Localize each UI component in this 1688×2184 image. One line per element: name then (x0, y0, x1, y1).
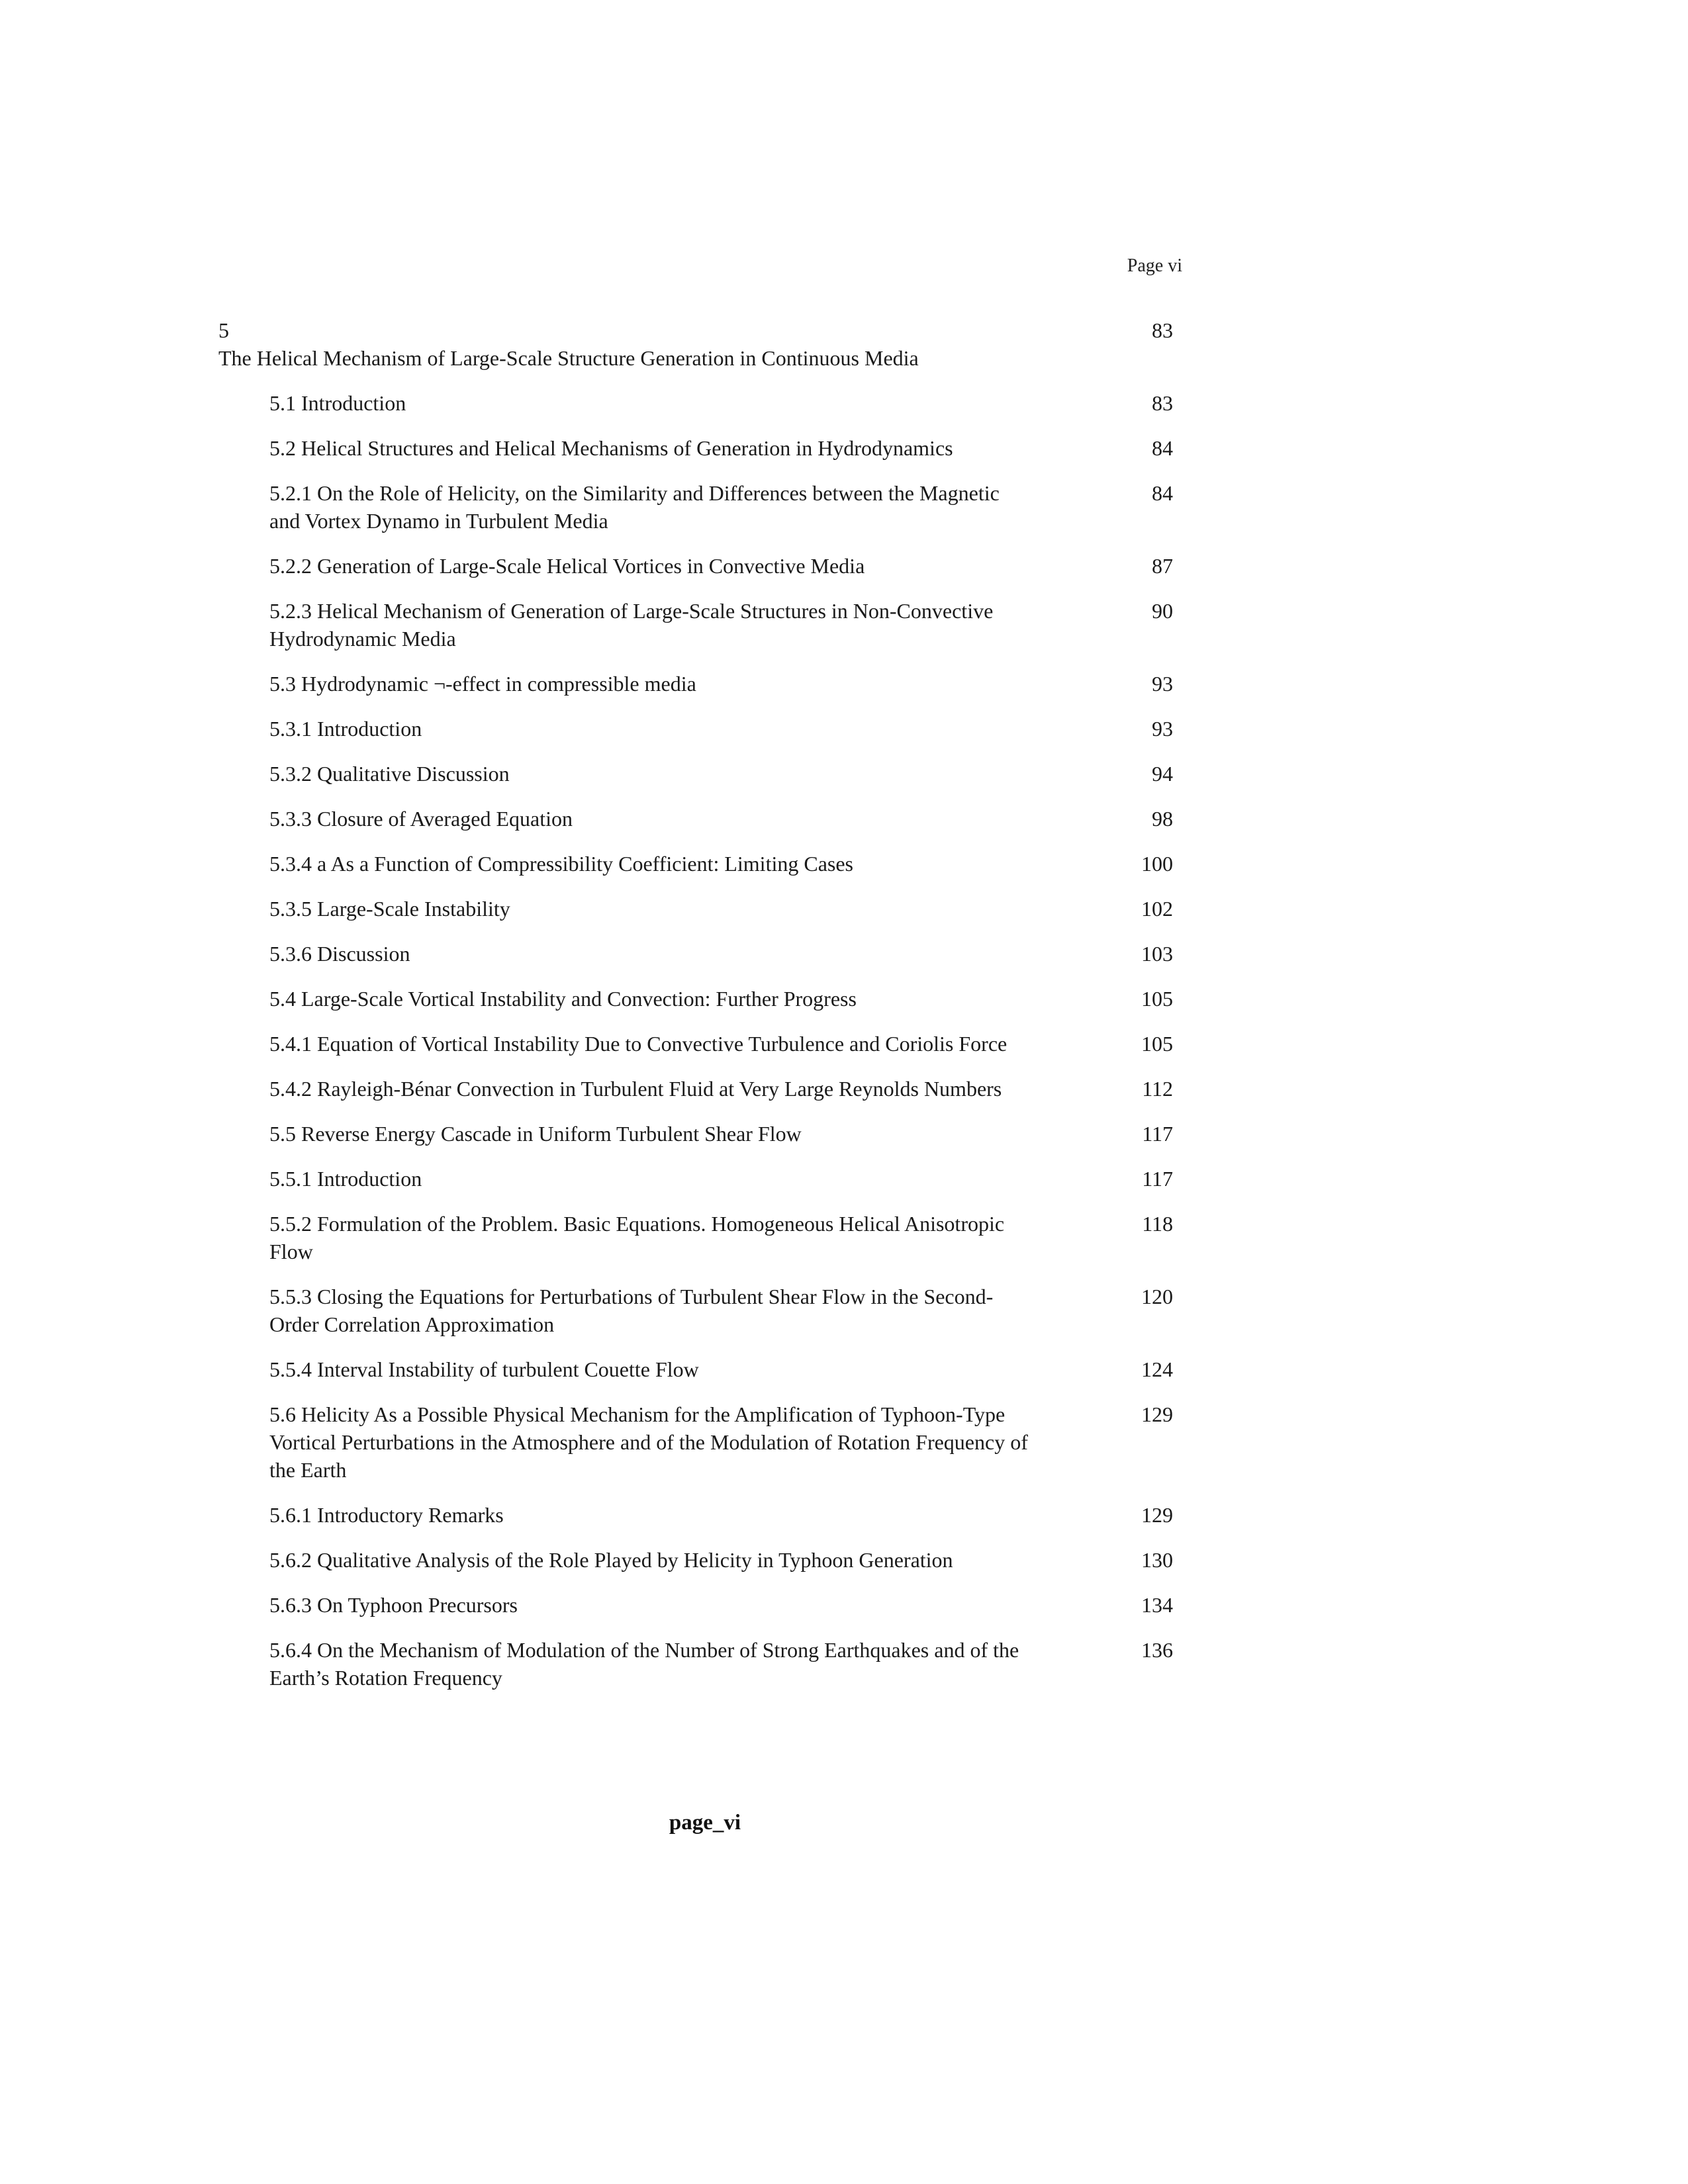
toc-entry-title: 5.6.4 On the Mechanism of Modulation of the Number of Strong Earthquakes and of the Earth’s Rotation Frequency (269, 1638, 1019, 1690)
toc-entry-page: 84 (1152, 436, 1173, 460)
toc-entry[interactable] (218, 670, 1186, 698)
toc-entry[interactable] (218, 1546, 1186, 1574)
toc-entry-page: 87 (1152, 554, 1173, 578)
toc-entry-title: 5.5.4 Interval Instability of turbulent Couette Flow (269, 1357, 699, 1381)
toc-entry-title: 5.3.3 Closure of Averaged Equation (269, 807, 573, 831)
toc-entry-title: 5.3.4 a As a Function of Compressibility Coefficient: Limiting Cases (269, 852, 853, 876)
toc-entry-page: 117 (1142, 1167, 1173, 1191)
toc-entry-title: 5.3 Hydrodynamic ¬-effect in compressible media (269, 672, 696, 696)
toc-entry-page: 134 (1141, 1593, 1173, 1617)
chapter-page-number: 83 (1152, 318, 1173, 342)
toc-entry-title: 5.1 Introduction (269, 391, 406, 415)
toc-entry-title: 5.2.3 Helical Mechanism of Generation of Large-Scale Structures in Non-Convective Hydrodynamic Media (269, 599, 994, 651)
toc-entry-page: 83 (1152, 391, 1173, 415)
toc-entry[interactable] (218, 1355, 1186, 1383)
toc-entry-page: 130 (1141, 1548, 1173, 1572)
toc-entry-page: 100 (1141, 852, 1173, 876)
toc-entry-title: 5.4.1 Equation of Vortical Instability Due to Convective Turbulence and Coriolis Force (269, 1032, 1008, 1056)
toc-entry[interactable] (218, 805, 1186, 833)
toc-entry-page: 90 (1152, 599, 1173, 623)
toc-entry[interactable] (218, 552, 1186, 580)
toc-entry-page: 94 (1152, 762, 1173, 786)
page-label: Page vi (1127, 255, 1182, 276)
toc-entry[interactable] (218, 1120, 1186, 1148)
toc-entry-page: 112 (1142, 1077, 1173, 1101)
toc-entry-title: 5.6 Helicity As a Possible Physical Mechanism for the Amplification of Typhoon-Type Vortical Perturbations in the Atmosphere and of the Modulation of Rotation Frequency of the Earth (269, 1402, 1028, 1482)
toc-entry-title: 5.2.1 On the Role of Helicity, on the Similarity and Differences between the Magnetic and Vortex Dynamo in Turbulent Media (269, 481, 1000, 533)
toc-entry[interactable] (218, 1636, 1186, 1692)
toc-entry-page: 117 (1142, 1122, 1173, 1146)
toc-entry-title: 5.3.5 Large-Scale Instability (269, 897, 510, 921)
toc-entry-title: 5.6.1 Introductory Remarks (269, 1503, 504, 1527)
toc-entry[interactable] (218, 1165, 1186, 1193)
toc-entry[interactable] (218, 479, 1186, 535)
toc-entry[interactable] (218, 1501, 1186, 1529)
toc-entry-page: 120 (1141, 1285, 1173, 1308)
toc-entry-page: 105 (1141, 987, 1173, 1011)
toc-entry-title: 5.5.3 Closing the Equations for Perturbations of Turbulent Shear Flow in the Second-Order Correlation Approximation (269, 1285, 994, 1336)
toc-entry[interactable] (218, 715, 1186, 743)
toc-entry-title: 5.4.2 Rayleigh-Bénar Convection in Turbulent Fluid at Very Large Reynolds Numbers (269, 1077, 1002, 1101)
toc-entry-page: 118 (1142, 1212, 1173, 1236)
toc-entry-page: 129 (1141, 1402, 1173, 1426)
toc-entry[interactable] (218, 1591, 1186, 1619)
toc-entry-title: 5.5 Reverse Energy Cascade in Uniform Turbulent Shear Flow (269, 1122, 802, 1146)
toc-entry-title: 5.2.2 Generation of Large-Scale Helical Vortices in Convective Media (269, 554, 865, 578)
toc-entry[interactable] (218, 850, 1186, 878)
toc-entry[interactable] (218, 985, 1186, 1013)
chapter-title: The Helical Mechanism of Large-Scale Structure Generation in Continuous Media (218, 346, 919, 370)
toc-entry[interactable] (218, 760, 1186, 788)
chapter-heading (218, 316, 1046, 372)
toc-entry-title: 5.3.2 Qualitative Discussion (269, 762, 510, 786)
toc-chapter-entry[interactable] (218, 316, 1186, 372)
toc-entry[interactable] (218, 434, 1186, 462)
toc-entry-page: 102 (1141, 897, 1173, 921)
toc-entry-page: 129 (1141, 1503, 1173, 1527)
toc-entry-page: 84 (1152, 481, 1173, 505)
toc-entry[interactable] (218, 1283, 1186, 1338)
toc-entry-page: 103 (1141, 942, 1173, 966)
toc-entry[interactable] (218, 389, 1186, 417)
toc-entry-title: 5.2 Helical Structures and Helical Mechanisms of Generation in Hydrodynamics (269, 436, 953, 460)
toc-entry[interactable] (218, 597, 1186, 653)
toc-entry[interactable] (218, 940, 1186, 968)
toc-entry-title: 5.3.1 Introduction (269, 717, 422, 741)
toc-entry[interactable] (218, 1030, 1186, 1058)
toc-entry-title: 5.5.1 Introduction (269, 1167, 422, 1191)
toc-entry[interactable] (218, 895, 1186, 923)
toc-entry-title: 5.6.3 On Typhoon Precursors (269, 1593, 518, 1617)
toc-entry-title: 5.3.6 Discussion (269, 942, 410, 966)
toc-entry-page: 124 (1141, 1357, 1173, 1381)
chapter-number: 5 (218, 318, 229, 342)
toc-entry-title: 5.5.2 Formulation of the Problem. Basic Equations. Homogeneous Helical Anisotropic Flow (269, 1212, 1005, 1263)
toc-entry[interactable] (218, 1075, 1186, 1103)
toc-entry-title: 5.6.2 Qualitative Analysis of the Role Played by Helicity in Typhoon Generation (269, 1548, 953, 1572)
toc-entry[interactable] (218, 1400, 1186, 1484)
table-of-contents (218, 316, 1186, 1709)
toc-entry-page: 105 (1141, 1032, 1173, 1056)
toc-entry-page: 93 (1152, 717, 1173, 741)
toc-entry[interactable] (218, 1210, 1186, 1265)
footer-page-label: page_vi (669, 1811, 741, 1835)
toc-entry-page: 93 (1152, 672, 1173, 696)
toc-entry-page: 98 (1152, 807, 1173, 831)
toc-entry-page: 136 (1141, 1638, 1173, 1662)
toc-entry-title: 5.4 Large-Scale Vortical Instability and Convection: Further Progress (269, 987, 857, 1011)
